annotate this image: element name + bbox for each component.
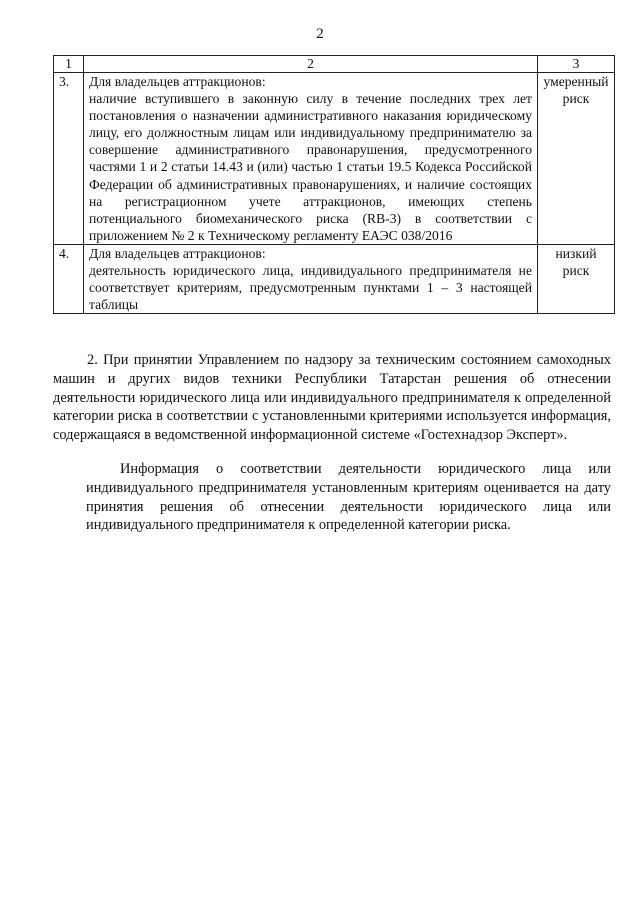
row-number: 4. <box>54 244 84 313</box>
column-header-criteria: 2 <box>84 56 538 73</box>
criteria-heading: Для владельцев аттракционов: <box>89 245 266 261</box>
body-paragraph: 2. При принятии Управлением по надзору за техническим состоянием самоходных машин и других видов техники Республики Татарстан решения об отнесении деятельности юридического лица или индивидуального предпринимателя к определенной категории риска в соответствии с установленными критериями используется информация, содержащаяся в ведомственной информационной системе «Гостехнадзор Эксперт». <box>53 352 611 444</box>
risk-category-cell: низкий риск <box>538 244 615 313</box>
table-header-row <box>54 56 615 73</box>
criteria-text: деятельность юридического лица, индивидуального предпринимателя не соответствует критериям, предусмотренным пунктами 1 – 3 настоящей таблицы <box>89 263 532 313</box>
row-number: 3. <box>54 73 84 245</box>
risk-criteria-table <box>53 55 615 314</box>
criteria-text: наличие вступившего в законную силу в течение последних трех лет постановления о назначении административного наказания юридическому лицу, его должностным лицам или индивидуальному предпринимателю за совершение административного правонарушения, предусмотренного частями 1 и 2 статьи 14.43 и (или) частью 1 статьи 19.5 Кодекса Российской Федерации об административных правонарушениях, и наличие состоящих на регистрационном учете аттракционов, имеющих степень потенциального биомеханического риска (RB-3) в соответствии с приложением № 2 к Техническому регламенту ЕАЭС 038/2016 <box>89 91 532 243</box>
body-paragraph: Информация о соответствии деятельности юридического лица или индивидуального предпринимателя установленным критериям оценивается на дату принятия решения об отнесении деятельности юридического лица или индивидуального предпринимателя к определенной категории риска. <box>86 461 611 534</box>
table-row <box>54 244 615 313</box>
column-header-number: 1 <box>54 56 84 73</box>
column-header-risk: 3 <box>538 56 615 73</box>
criteria-cell <box>84 73 538 245</box>
criteria-heading: Для владельцев аттракционов: <box>89 74 266 89</box>
criteria-cell <box>84 244 538 313</box>
table-row <box>54 73 615 245</box>
page-number: 2 <box>316 26 324 42</box>
risk-category-cell: умеренный риск <box>538 73 615 245</box>
